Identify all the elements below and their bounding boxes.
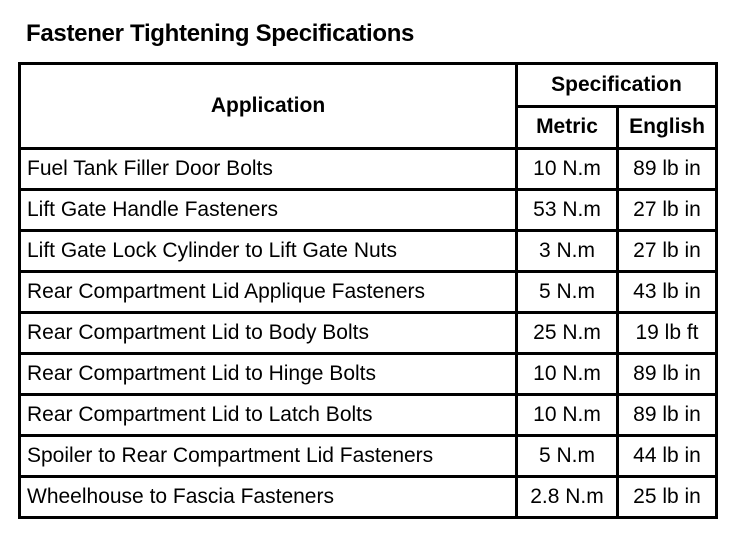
table-row — [21, 478, 715, 516]
cell-application: Spoiler to Rear Compartment Lid Fasteners — [21, 437, 518, 478]
cell-english: 89 lb in — [619, 355, 715, 396]
cell-english: 89 lb in — [619, 396, 715, 437]
cell-metric: 25 N.m — [518, 314, 619, 355]
table-row — [21, 273, 715, 314]
cell-metric: 5 N.m — [518, 437, 619, 478]
cell-application: Lift Gate Lock Cylinder to Lift Gate Nuts — [21, 232, 518, 273]
cell-application: Rear Compartment Lid to Hinge Bolts — [21, 355, 518, 396]
page-title: Fastener Tightening Specifications — [26, 20, 415, 47]
cell-metric: 10 N.m — [518, 396, 619, 437]
cell-english: 25 lb in — [633, 485, 701, 508]
cell-english: 27 lb in — [619, 232, 715, 273]
cell-application: Wheelhouse to Fascia Fasteners — [21, 478, 518, 516]
cell-metric: 3 N.m — [518, 232, 619, 273]
cell-english: 19 lb ft — [619, 314, 715, 355]
cell-english: 27 lb in — [619, 191, 715, 232]
table-row — [21, 437, 715, 478]
table-row — [21, 355, 715, 396]
table-row — [21, 314, 715, 355]
fastener-spec-table — [18, 62, 718, 519]
cell-metric: 10 N.m — [518, 150, 619, 191]
header-application: Application — [21, 65, 518, 150]
cell-application: Rear Compartment Lid Applique Fasteners — [21, 273, 518, 314]
cell-application: Fuel Tank Filler Door Bolts — [21, 150, 518, 191]
header-specification: Specification — [518, 65, 715, 108]
cell-application: Lift Gate Handle Fasteners — [21, 191, 518, 232]
header-metric: Metric — [518, 108, 619, 151]
cell-metric: 10 N.m — [518, 355, 619, 396]
cell-application: Rear Compartment Lid to Body Bolts — [21, 314, 518, 355]
table-row — [21, 191, 715, 232]
cell-metric: 53 N.m — [518, 191, 619, 232]
table-row — [21, 232, 715, 273]
cell-metric: 2.8 N.m — [518, 478, 619, 516]
table-row — [21, 396, 715, 437]
cell-english: 89 lb in — [619, 150, 715, 191]
cell-english: 43 lb in — [619, 273, 715, 314]
cell-application: Rear Compartment Lid to Latch Bolts — [21, 396, 518, 437]
header-english: English — [619, 108, 715, 151]
cell-english: 44 lb in — [619, 437, 715, 478]
cell-metric: 5 N.m — [518, 273, 619, 314]
table-row — [21, 150, 715, 191]
